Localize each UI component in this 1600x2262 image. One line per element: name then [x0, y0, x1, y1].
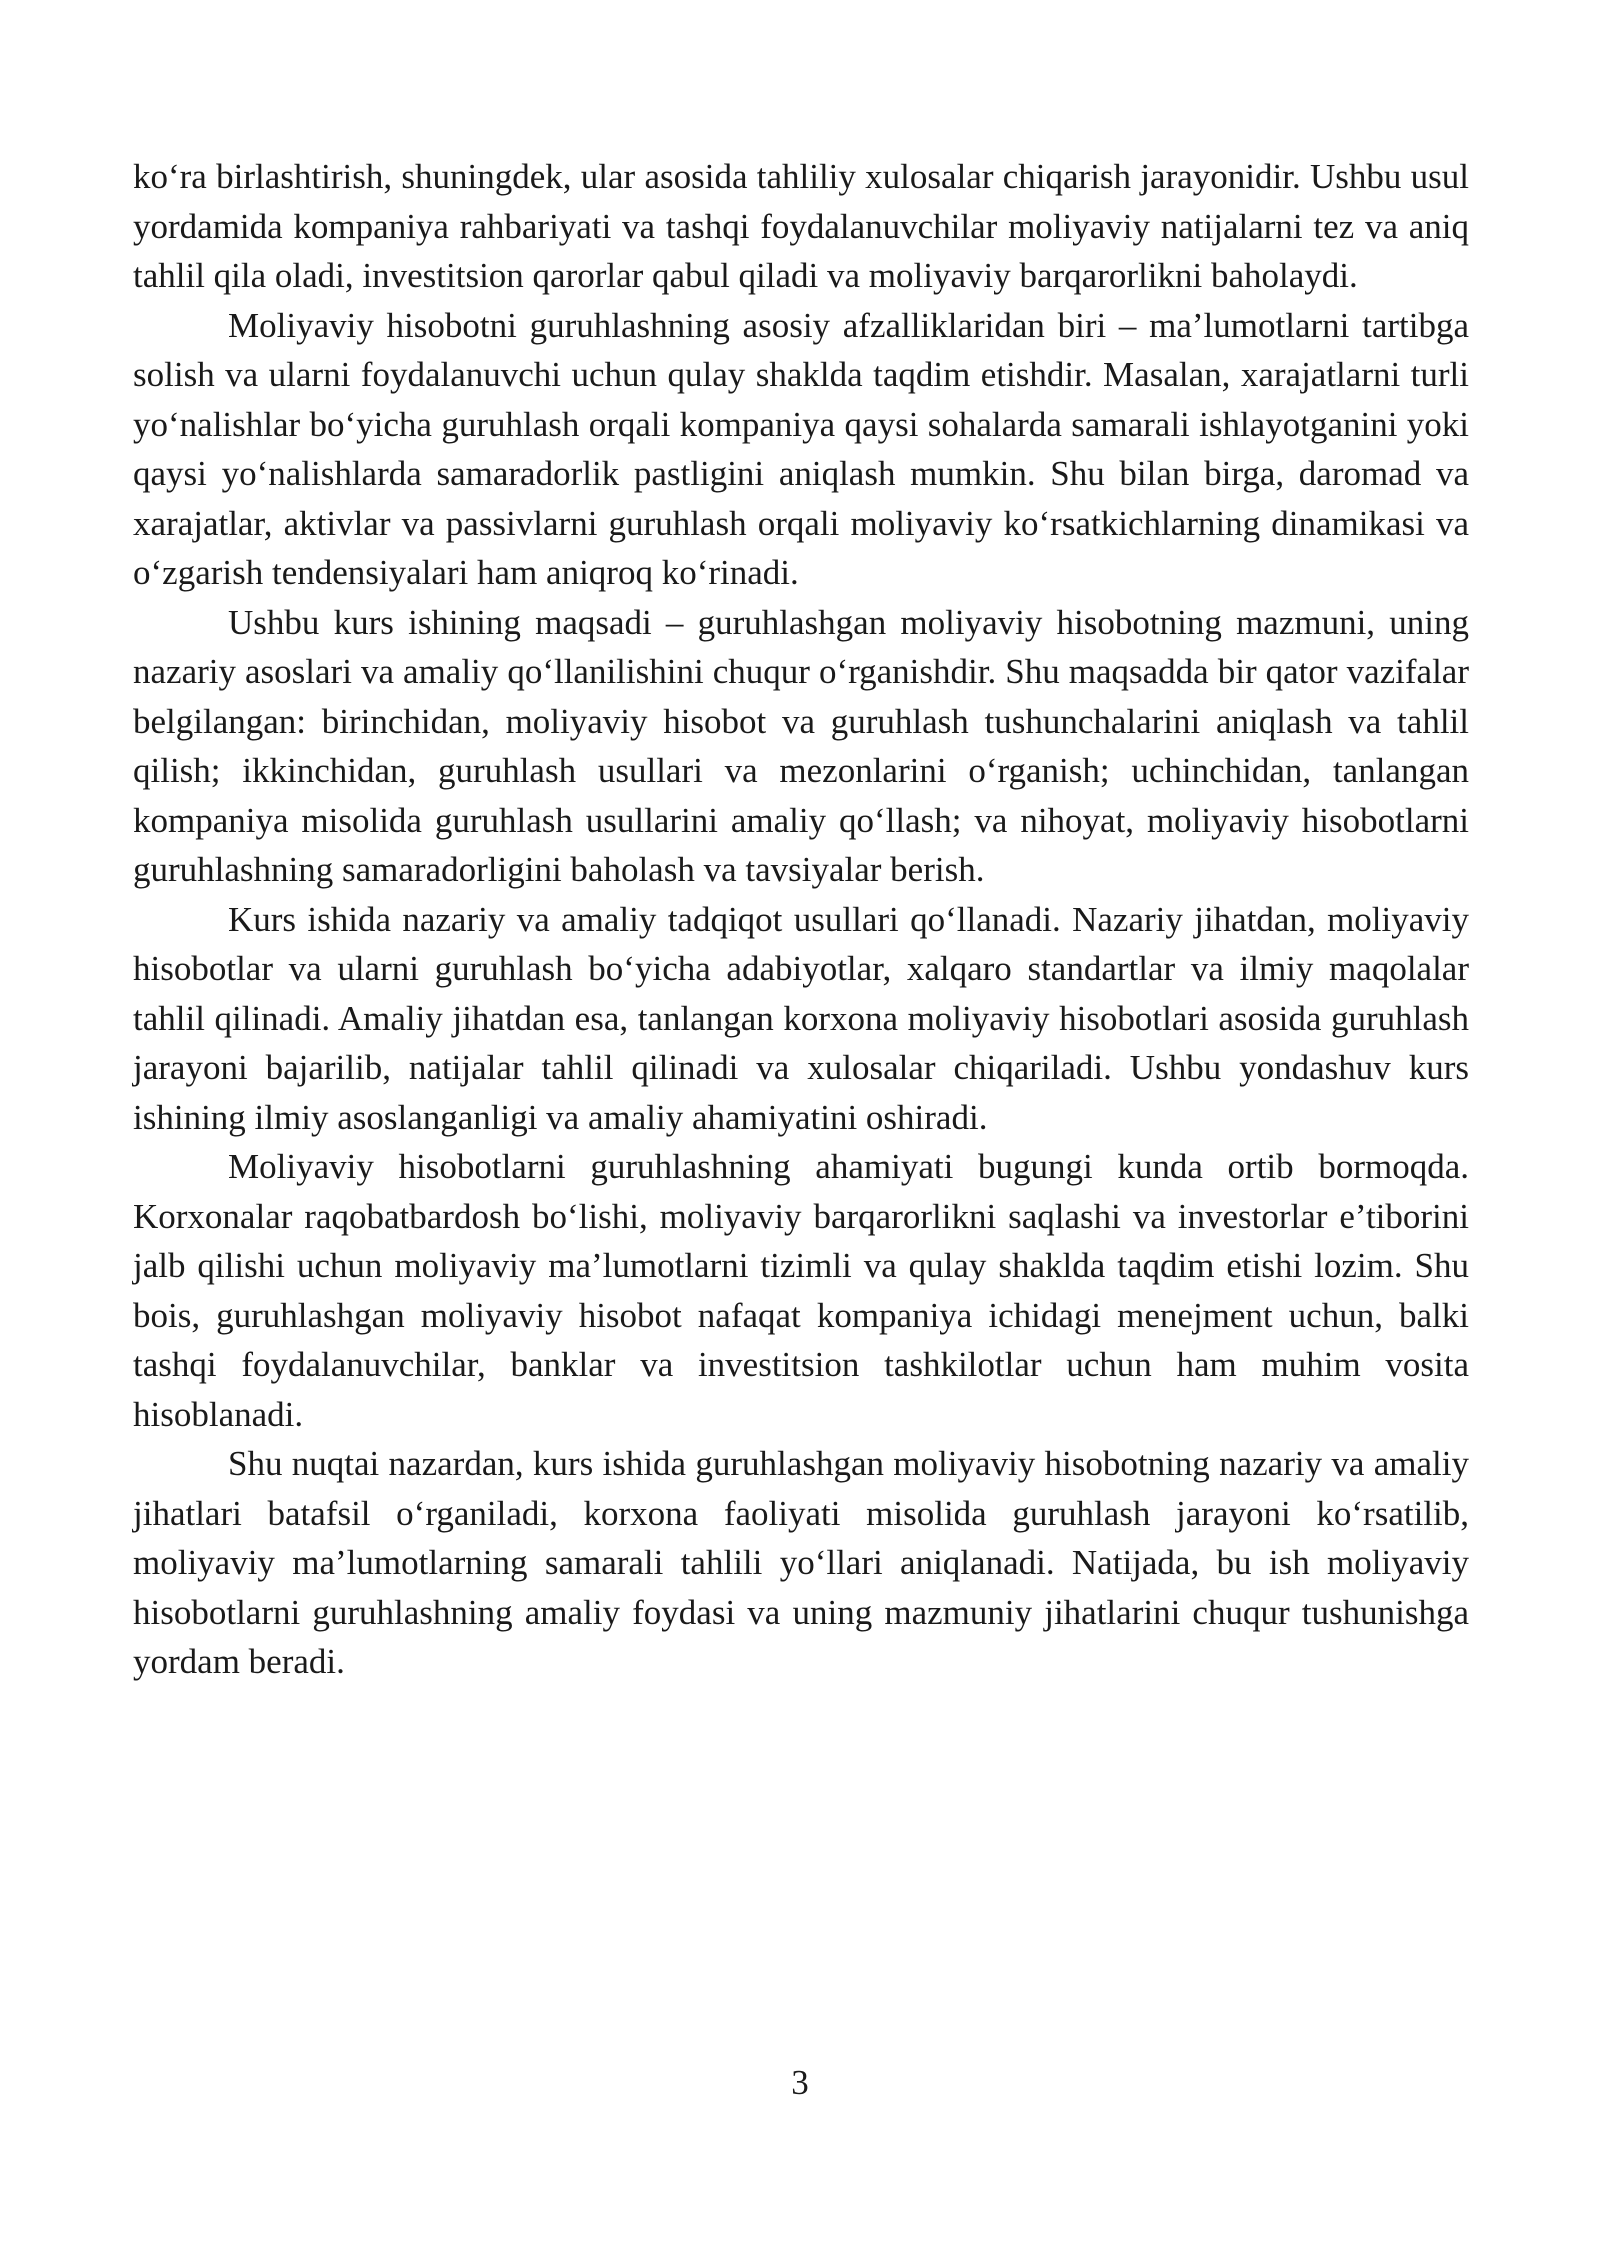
paragraph-methods: Kurs ishida nazariy va amaliy tadqiqot usullari qo‘llanadi. Nazariy jihatdan, moliyaviy hisobotlar va ularni guruhlash bo‘yicha adabiyotlar, xalqaro standartlar va ilmiy maqolalar tahlil qilinadi. Amaliy jihatdan esa, tanlangan korxona moliyaviy hisobotlari asosida guruhlash jarayoni bajarilib, natijalar tahlil qilinadi va xulosalar chiqariladi. Ushbu yondashuv kurs ishining ilmiy asoslanganligi va amaliy ahamiyatini oshiradi.	[133, 899, 1469, 1137]
paragraph-conclusion: Shu nuqtai nazardan, kurs ishida guruhlashgan moliyaviy hisobotning nazariy va amaliy jihatlari batafsil o‘rganiladi, korxona faoliyati misolida guruhlash jarayoni ko‘rsatilib, moliyaviy ma’lumotlarning samarali tahlili yo‘llari aniqlanadi. Natijada, bu ish moliyaviy hisobotlarni guruhlashning amaliy foydasi va uning mazmuniy jihatlarini chuqur tushunishga yordam beradi.	[133, 1444, 1469, 1681]
body-text	[133, 152, 1469, 1687]
page-number: 3	[791, 2063, 809, 2102]
paragraph-importance: Moliyaviy hisobotlarni guruhlashning ahamiyati bugungi kunda ortib bormoqda. Korxonalar raqobatbardosh bo‘lishi, moliyaviy barqarorlikni saqlashi va investorlar e’tiborini jalb qilishi uchun moliyaviy ma’lumotlarni tizimli va qulay shaklda taqdim etishi lozim. Shu bois, guruhlashgan moliyaviy hisobot nafaqat kompaniya ichidagi menejment uchun, balki tashqi foydalanuvchilar, banklar va investitsion tashkilotlar uchun ham muhim vosita hisoblanadi.	[133, 1147, 1469, 1434]
paragraph-advantages: Moliyaviy hisobotni guruhlashning asosiy afzalliklaridan biri – ma’lumotlarni tartibga solish va ularni foydalanuvchi uchun qulay shaklda taqdim etishdir. Masalan, xarajatlarni turli yo‘nalishlar bo‘yicha guruhlash orqali kompaniya qaysi sohalarda samarali ishlayotganini yoki qaysi yo‘nalishlarda samaradorlik pastligini aniqlash mumkin. Shu bilan birga, daromad va xarajatlar, aktivlar va passivlarni guruhlash orqali moliyaviy ko‘rsatkichlarning dinamikasi va o‘zgarish tendensiyalari ham aniqroq ko‘rinadi.	[133, 305, 1469, 592]
paragraph-goal: Ushbu kurs ishining maqsadi – guruhlashgan moliyaviy hisobotning mazmuni, uning nazariy asoslari va amaliy qo‘llanilishini chuqur o‘rganishdir. Shu maqsadda bir qator vazifalar belgilangan: birinchidan, moliyaviy hisobot va guruhlash tushunchalarini aniqlash va tahlil qilish; ikkinchidan, guruhlash usullari va mezonlarini o‘rganish; uchinchidan, tanlangan kompaniya misolida guruhlash usullarini amaliy qo‘llash; va nihoyat, moliyaviy hisobotlarni guruhlashning samaradorligini baholash va tavsiyalar berish.	[133, 602, 1469, 889]
paragraph-continued: ko‘ra birlashtirish, shuningdek, ular asosida tahliliy xulosalar chiqarish jarayonidir. Ushbu usul yordamida kompaniya rahbariyati va tashqi foydalanuvchilar moliyaviy natijalarni tez va aniq tahlil qila oladi, investitsion qarorlar qabul qiladi va moliyaviy barqarorlikni baholaydi.	[133, 157, 1469, 295]
